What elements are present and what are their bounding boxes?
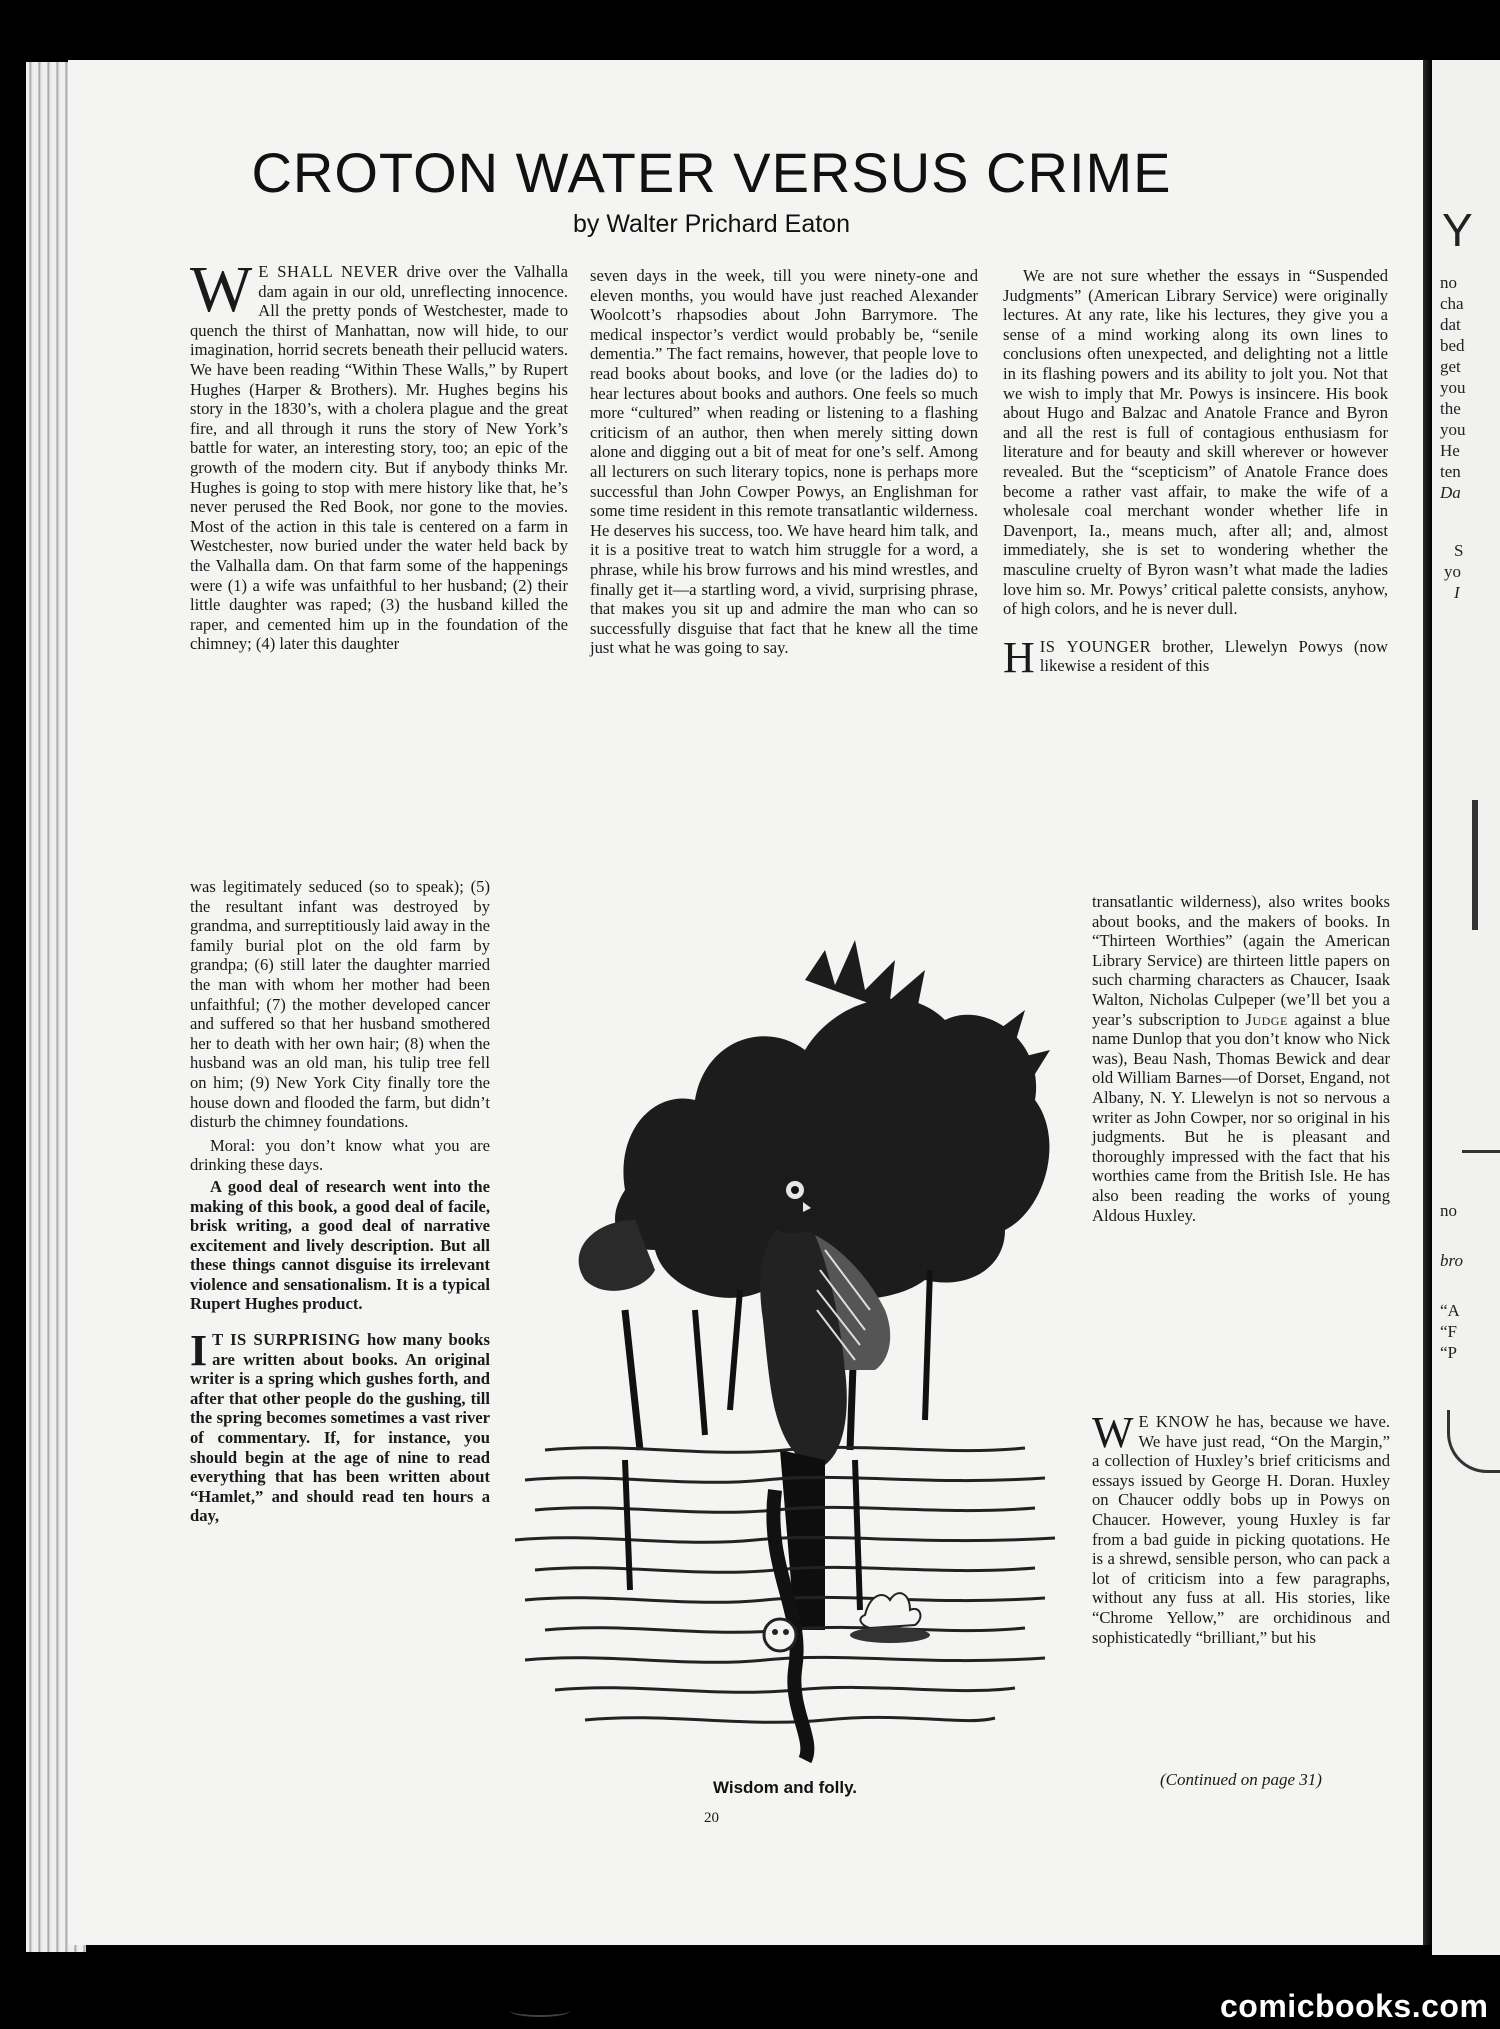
next-page-fragment: cha <box>1440 294 1464 313</box>
lead-in: T IS SURPRISING <box>212 1330 361 1350</box>
paragraph: We are not sure whether the essays in “Suspended Judgments” (American Library Service) were originally lectures. At any rate, like his lectures, they give you a sense of a mind working along its own lines to conclusions often unexpected, and delighting not a little in its flashing powers and its ability to jolt you. Not that we wish to imply that Mr. Powys is insincere. His book about Hugo and Balzac and Anatole France and Byron and all the rest is full of contagious enthusiasm for literature and for beauty and skill wherever or however revealed. But the “scepticism” of Anatole France does become a rather vast affair, to make the wife of a wholesale coal merchant wonder whether life in Davenport, Ia., means much, after all; and, almost immediately, she is set to wondering whether the masculine cruelty of Byron wasn’t what made the ladies love him so. Mr. Powys’ critical palette consists, anyhow, of high colors, and he is never dull. <box>1003 266 1388 619</box>
article-byline: by Walter Prichard Eaton <box>573 210 850 238</box>
drop-cap: H <box>1003 632 1035 682</box>
next-page-fragment: you <box>1440 420 1466 439</box>
page-number: 20 <box>704 1810 719 1826</box>
continued-note: (Continued on page 31) <box>1160 1770 1322 1789</box>
next-page-ornament <box>1447 1410 1500 1473</box>
next-page-fragment: no <box>1440 273 1457 292</box>
paragraph <box>190 253 569 654</box>
article-column-2 <box>590 266 978 662</box>
paragraph: was legitimately seduced (so to speak); (5) the resultant infant was destroyed by grandma, and surreptitiously laid away in the family burial plot on the old farm by grandpa; (6) still later the daughter married the man with whom her mother had been unfaithful; (7) the mother developed cancer and suffered so that her husband smothered her to death with her own hair; (8) when the husband was an old man, his tulip tree fell on him; (9) New York City finally tore the house down and flooded the farm, but didn’t disturb the chimney foundations. <box>190 877 490 1132</box>
adjacent-page <box>1432 60 1500 1955</box>
article-title: CROTON WATER VERSUS CRIME <box>251 141 1172 204</box>
next-page-fragment: Y <box>1442 204 1473 256</box>
next-page-fragment: “F <box>1440 1322 1457 1341</box>
paragraph: seven days in the week, till you were ninety-one and eleven months, you would have just reached Alexander Woolcott’s rhapsodies about John Barrymore. The medical inspector’s verdict would probably be, “senile dementia.” The fact remains, however, that people love to read books about books, and love (or the ladies do) to hear lectures about books and authors. One feels so much more “cultured” when reading or listening to a flashing criticism of an author, then when merely sitting down alone and digging out a bit of meat for one’s self. Among all lecturers on such literary topics, none is perhaps more successful than John Cowper Powys, an Englishman for some time resident in this remote transatlantic wilderness. He deserves his success, too. We have heard him talk, and it is a positive treat to watch him struggle for a word, a phrase, while his brow furrows and his mind wrestles, and finally get it—a startling word, a vivid, surprising phrase, that makes you sit up and admire the man who can so successfully disguise that fact that he knew all the time just what he was going to say. <box>590 266 978 658</box>
paragraph-text: how many books are written about books. An original writer is a spring which gushes forth, and after that other people do the gushing, till the spring becomes sometimes a vast river of commentary. If, for instance, you should begin at the age of nine to read everything that has been written about “Hamlet,” and should read ten hours a day, <box>190 1330 490 1526</box>
next-page-fragment: bro <box>1440 1251 1463 1270</box>
lead-in: IS YOUNGER <box>1039 636 1152 656</box>
next-page-fragment: you <box>1440 378 1466 397</box>
next-page-fragment: Da <box>1440 483 1461 502</box>
next-page-fragment: S <box>1454 541 1464 560</box>
next-page-fragment: ten <box>1440 462 1461 481</box>
magazine-name: Judge <box>1245 1009 1288 1029</box>
paragraph <box>1003 632 1388 682</box>
paragraph-moral: Moral: you don’t know what you are drinking these days. <box>190 1135 490 1175</box>
drop-cap: W <box>190 253 253 326</box>
next-page-fragment: “A <box>1440 1301 1460 1320</box>
paragraph <box>1092 892 1390 1225</box>
paragraph: A good deal of research went into the making of this book, a good deal of facile, brisk writing, a good deal of narrative excitement and lively description. But all these things cannot disguise its irrelevant violence and sensationalism. It is a typical Rupert Hughes product. <box>190 1176 490 1314</box>
illustration-caption: Wisdom and folly. <box>712 1778 858 1797</box>
next-page-fragment: no <box>1440 1201 1457 1220</box>
next-page-fragment: He <box>1440 441 1460 460</box>
next-page-fragment: I <box>1454 583 1460 602</box>
article-column-3-final <box>1092 1408 1390 1651</box>
next-page-fragment: the <box>1440 399 1461 418</box>
paragraph-text: transatlantic wilderness), also writes books about books, and the makers of books. In “Thirteen Worthies” (again the American Library Service) are thirteen little papers on such charming characters as Chaucer, Isaak Walton, Nicholas Culpeper (we’ll bet you a year’s subscription to <box>1092 892 1390 1029</box>
lead-in: E SHALL NEVER <box>258 262 399 281</box>
paragraph-text: against a blue name Dunlop that you don’t know who Nick was), Beau Nash, Thomas Bewick and dear old William Barnes—of Dorset, Engand, not Albany, N. Y. Llewelyn is not so nervous a writer as John Cowper, nor so original in his judgments. But he is pleasant and thoroughly impressed with the fact that his worthies came from the British Isle. He has also been reading the works of young Aldous Huxley. <box>1092 1009 1390 1225</box>
article-column-1 <box>190 253 569 658</box>
article-column-3-continued <box>1092 892 1390 1229</box>
lead-in: E KNOW <box>1138 1412 1210 1431</box>
next-page-fragment: dat <box>1440 315 1461 334</box>
book-spine <box>1423 60 1432 1945</box>
paragraph <box>1092 1408 1390 1647</box>
next-page-rule <box>1462 1150 1500 1153</box>
paragraph-text: he has, because we have. We have just read, “On the Margin,” a collection of Huxley’s brief criticisms and essays issued by George H. Doran. Huxley on Chaucer oddly bobs up in Powys on Chaucer. However, young Huxley is far from a bad guide in picking quotations. He is a shrewd, sensible person, who can pack a lot of criticism into a few paragraphs, without any fuss at all. His stories, like “Chrome Yellow,” are orchidinous and sophisticatedly “brilliant,” but his <box>1092 1412 1390 1647</box>
paragraph-text: brother, Llewelyn Powys (now likewise a resident of this <box>1039 636 1388 676</box>
paragraph <box>190 1326 490 1526</box>
article-column-3 <box>1003 266 1388 680</box>
next-page-fragment: get <box>1440 357 1461 376</box>
watermark: comicbooks.com <box>1220 1988 1489 2024</box>
drop-cap: W <box>1092 1408 1134 1457</box>
next-page-fragment: “P <box>1440 1343 1457 1362</box>
next-page-fragment: yo <box>1444 562 1461 581</box>
binding-mark <box>510 2005 570 2017</box>
drop-cap: I <box>190 1326 208 1376</box>
next-page-fragment: bed <box>1440 336 1465 355</box>
article-column-1-continued <box>190 877 490 1530</box>
paragraph-text: drive over the Valhalla dam again in our old, unreflecting innocence. All the pretty ponds of Westchester, made to quench the thirst of Manhattan, now will hide, to our imagination, horrid secrets beneath their pellucid waters. We have been reading “Within These Walls,” by Rupert Hughes (Harper & Brothers). Mr. Hughes begins his story in the 1830’s, with a cholera plague and the great fire, and all through it runs the story of New York’s battle for water, an interesting story, too; an epic of the growth of the modern city. But if anybody thinks Mr. Hughes is going to stop with mere history like that, he’s never perused the Red Book, nor gone to the movies. Most of the action in this tale is centered on a farm in Westchester, now buried under the water held back by the Valhalla dam. On that farm some of the happenings were (1) a wife was unfaithful to her husband; (2) their little daughter was raped; (3) the husband killed the raper, and cemented him up in the foundation of the chimney; (4) later this daughter <box>190 262 569 654</box>
owl-illustration <box>505 890 1065 1770</box>
next-page-rule <box>1472 800 1478 930</box>
